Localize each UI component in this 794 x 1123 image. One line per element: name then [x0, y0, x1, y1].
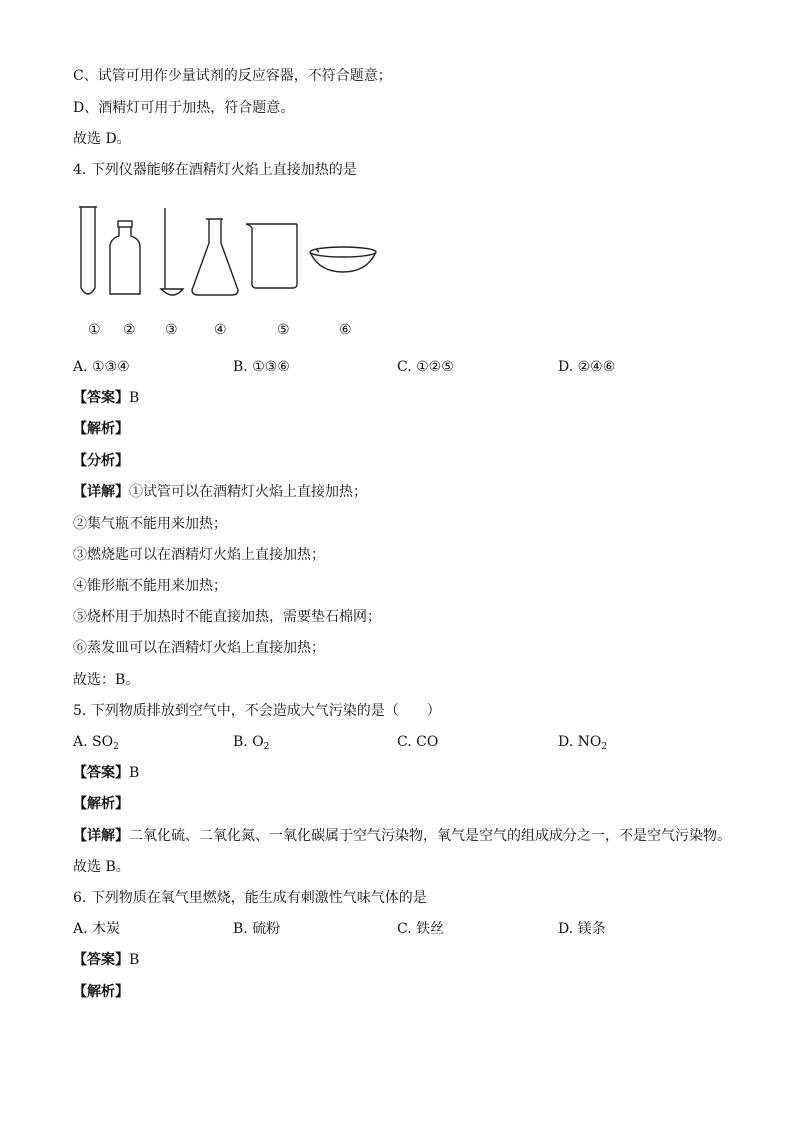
q4-answer	[73, 388, 139, 408]
q6-option-a: A. 木炭	[73, 921, 121, 937]
answer-tag: 【答案】	[73, 952, 129, 968]
question-4-stem: 4. 下列仪器能够在酒精灯火焰上直接加热的是	[73, 162, 357, 178]
conical-flask-icon	[192, 219, 238, 295]
q5-detail	[73, 826, 731, 846]
q6-option-d: D. 镁条	[558, 921, 606, 937]
q4-option-b: B. ①③⑥	[233, 359, 290, 375]
answer-value: B	[129, 765, 140, 781]
q4-conclusion: 故选：B。	[73, 672, 140, 688]
detail-tag: 【详解】	[73, 828, 129, 844]
q5-conclusion: 故选 B。	[73, 859, 130, 875]
detail-text: 二氧化硫、二氧化氮、一氧化碳属于空气污染物，氧气是空气的组成成分之一，不是空气污染物。	[129, 828, 731, 844]
lab-apparatus-figure	[73, 200, 393, 310]
q4-detail-5: ⑤烧杯用于加热时不能直接加热，需要垫石棉网；	[73, 609, 381, 625]
answer-value: B	[129, 390, 140, 406]
gas-bottle-icon	[110, 221, 140, 294]
conclusion-line: 故选 D。	[73, 131, 131, 147]
question-6-stem: 6. 下列物质在氧气里燃烧，能生成有刺激性气味气体的是	[73, 890, 427, 906]
q4-detail-4: ④锥形瓶不能用来加热；	[73, 578, 227, 594]
combustion-spoon-icon	[161, 208, 183, 295]
q5-option-a	[73, 732, 119, 752]
q5-option-d-sub: 2	[601, 742, 608, 752]
explanation-line-c: C、试管可用作少量试剂的反应容器，不符合题意；	[73, 68, 392, 84]
figure-label-5: ⑤	[277, 322, 290, 338]
q5-option-a-text: A. SO	[73, 734, 114, 750]
beaker-icon	[246, 224, 297, 288]
evaporating-dish-icon	[310, 247, 376, 272]
figure-label-2: ②	[123, 322, 136, 338]
q4-detail-2: ②集气瓶不能用来加热；	[73, 516, 227, 532]
q6-option-b: B. 硫粉	[233, 921, 281, 937]
test-tube-icon	[79, 207, 97, 294]
q5-option-b-sub: 2	[263, 742, 270, 752]
q5-option-c: C. CO	[397, 734, 439, 750]
detail-tag: 【详解】	[73, 484, 129, 500]
q6-answer	[73, 950, 139, 970]
q4-detail-3: ③燃烧匙可以在酒精灯火焰上直接加热；	[73, 547, 325, 563]
answer-value: B	[129, 952, 140, 968]
figure-label-3: ③	[165, 322, 178, 338]
q6-analysis-heading: 【解析】	[73, 984, 129, 1000]
q5-analysis-heading: 【解析】	[73, 796, 129, 812]
q4-detail-6: ⑥蒸发皿可以在酒精灯火焰上直接加热；	[73, 640, 325, 656]
answer-tag: 【答案】	[73, 765, 129, 781]
q4-detail-1	[73, 482, 367, 502]
q4-analysis-heading: 【解析】	[73, 421, 129, 437]
q4-option-a: A. ①③④	[73, 359, 130, 375]
q5-option-d	[558, 732, 607, 752]
q5-option-b	[233, 732, 269, 752]
q4-option-d: D. ②④⑥	[558, 359, 616, 375]
q4-option-c: C. ①②⑤	[397, 359, 454, 375]
figure-label-1: ①	[88, 322, 101, 338]
q6-option-c: C. 铁丝	[397, 921, 445, 937]
q5-answer	[73, 763, 139, 783]
figure-label-4: ④	[214, 322, 227, 338]
q5-option-b-text: B. O	[233, 734, 264, 750]
explanation-line-d: D、酒精灯可用于加热，符合题意。	[73, 100, 295, 116]
figure-label-6: ⑥	[339, 322, 352, 338]
answer-tag: 【答案】	[73, 390, 129, 406]
detail-text: ①试管可以在酒精灯火焰上直接加热；	[129, 484, 367, 500]
q4-fenxi-heading: 【分析】	[73, 453, 129, 469]
q5-option-a-sub: 2	[113, 742, 119, 752]
question-5-stem: 5. 下列物质排放到空气中，不会造成大气污染的是（ ）	[73, 703, 441, 719]
q5-option-d-text: D. NO	[558, 734, 602, 750]
